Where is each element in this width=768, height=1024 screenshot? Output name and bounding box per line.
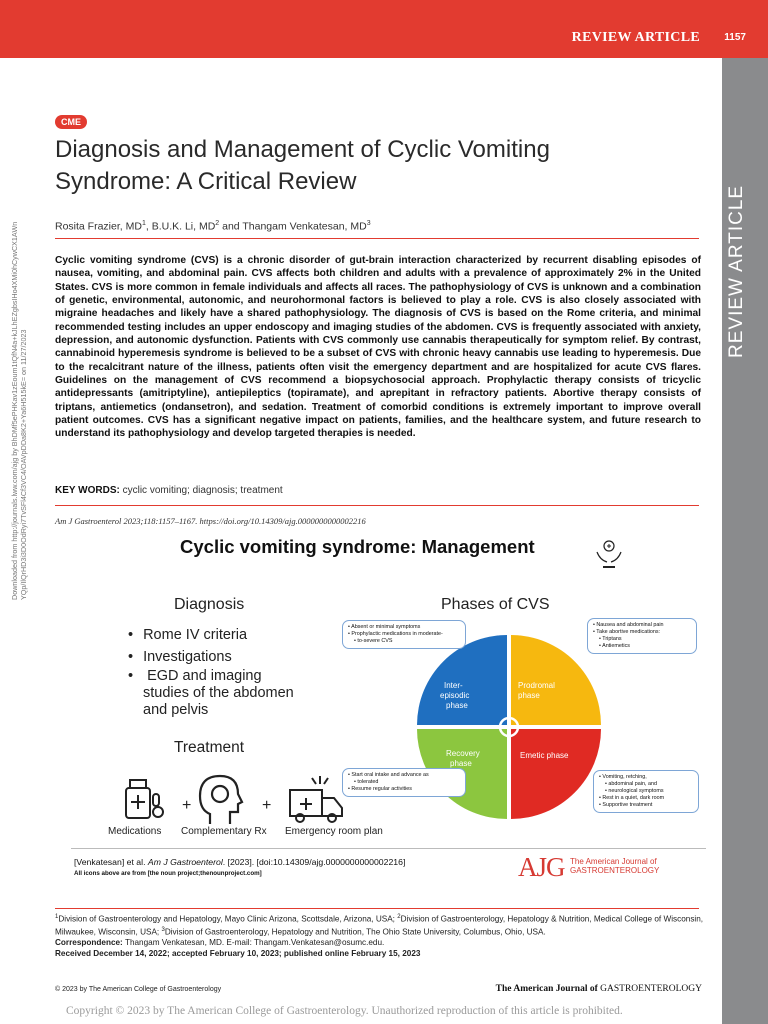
footer-journal-prefix: The American Journal of	[495, 984, 601, 994]
copyright-notice: Copyright © 2023 by The American College of Gastroenterology. Unauthorized reproduction of this article is prohibited.	[66, 1005, 623, 1017]
ajg-line: The American Journal of	[570, 857, 657, 866]
affiliation-number: 1	[55, 914, 59, 920]
cme-badge: CME	[55, 115, 87, 129]
download-note	[10, 222, 28, 600]
section-label: REVIEW ARTICLE	[571, 30, 700, 45]
phase-label: Inter-	[444, 681, 463, 690]
list-item: • Rest in a quiet, dark room	[599, 795, 693, 802]
footer-journal	[496, 984, 702, 994]
hands-heart-icon	[594, 536, 624, 570]
phases-heading: Phases of CVS	[441, 596, 550, 613]
medications-icon	[126, 780, 163, 818]
list-item: • Resume regular activities	[348, 786, 460, 793]
author-affiliation: 2	[215, 220, 220, 227]
list-item: • Rome IV criteria	[128, 624, 294, 646]
list-item: • tolerated	[348, 779, 460, 786]
citation-suffix: . [2023]. [doi:10.14309/ajg.0000000000002216]	[222, 857, 406, 867]
page-number: 1157	[724, 32, 746, 43]
author-affiliation: 3	[366, 220, 371, 227]
list-item: • Nausea and abdominal pain	[593, 622, 691, 629]
abstract: Cyclic vomiting syndrome (CVS) is a chronic disorder of gut-brain interaction characterized by recurrent disabling episodes of nausea, vomiting, and abdominal pain. CVS affects both children and adults with a prevalence of approximately 2% in the United States. CVS is more common in female individuals and affects all races. The pathophysiology of CVS is unknown and a combination of genetic, environmental, autonomic, and neurohormonal factors is believed to play a role. CVS is also closely associated with migraine headaches and likely have a shared pathophysiology. The diagnosis of CVS is based on the Rome criteria, and minimal recommended testing includes an upper endoscopy and imaging studies of the abdomen. CVS is frequently associated with anxiety, depression, and autonomic dysfunction. Patients with CVS commonly use cannabis therapeutically for symptom relief. By contrast, cannabinoid hyperemesis syndrome is believed to be a subset of CVS with chronic heavy cannabis use leading to hyperemesis. Due to the recalcitrant nature of the illness, patients often visit the emergency department and are hospitalized for acute CVS flares. Guidelines on the management of CVS recommend a biopsychosocial approach. Prophylactic therapy consists of tricyclic antidepressants (amitriptyline), antiepileptics (topiramate), and aprepitant in refractory patients. Abortive therapy consists of triptans, antiemetics (ondansetron), and sedation. Treatment of comorbid conditions is extremely important to improve overall patient outcomes. CVS has a significant negative impact on patients, families, and the healthcare system, and future research to understand its pathophysiology and develop targeted therapies is needed.	[55, 255, 701, 440]
keywords	[55, 485, 283, 496]
list-item: • Supportive treatment	[599, 802, 693, 809]
list-item: • Prophylactic medications in moderate-	[348, 631, 460, 638]
emetic-note	[593, 770, 699, 813]
article-title: Diagnosis and Management of Cyclic Vomiting Syndrome: A Critical Review	[55, 136, 550, 195]
author-list: Rosita Frazier, $MD^1$, B.U.K. Li, $MD^2$ and Thangam Venkatesan, $MD^3$	[55, 220, 371, 233]
diagnosis-list	[128, 624, 294, 719]
phase-label: Recovery	[446, 749, 480, 758]
author-affiliation: 1	[141, 220, 146, 227]
phase-label: Prodromal	[518, 681, 555, 690]
footer-journal-name: GASTROENTEROLOGY	[600, 984, 702, 994]
affiliation: Division of Gastroenterology, Hepatology and Nutrition, The Ohio State University, Columbus, Ohio, USA.	[164, 927, 546, 937]
list-item: • Triptans	[593, 636, 691, 643]
list-item: • Absent or minimal symptoms	[348, 624, 460, 631]
citation-prefix: [Venkatesan] et al.	[74, 857, 148, 867]
ajg-line: GASTROENTEROLOGY	[570, 866, 660, 875]
received-dates: Received December 14, 2022; accepted February 10, 2023; published online February 15, 2023	[55, 949, 421, 959]
phase-label: episodic	[440, 691, 470, 700]
download-note-line2: YQp/IlQrHD3i3D0OdRyi7TvSFl4Cf3VC4/OAVpDDa8K2+Ya6H515kE= on 11/27/2023	[19, 329, 28, 600]
treatment-heading: Treatment	[174, 739, 245, 756]
list-item-line: and pelvis	[143, 702, 209, 718]
list-item: • Vomiting, retching,	[599, 774, 693, 781]
divider	[55, 908, 699, 909]
correspondence[interactable]: Thangam Venkatesan, MD. E-mail: Thangam.Venkatesan@osumc.edu.	[124, 938, 385, 948]
divider	[55, 238, 699, 239]
head-brain-icon	[200, 776, 242, 824]
figure-citation	[74, 857, 405, 867]
affiliation-number: 2	[397, 914, 401, 920]
cycle-arrows-icon	[500, 718, 518, 736]
phase-label: phase	[518, 691, 540, 700]
keywords-text: cyclic vomiting; diagnosis; treatment	[122, 485, 283, 496]
ambulance-icon	[290, 776, 342, 822]
ajg-journal-name	[570, 857, 659, 875]
affiliation: Division of Gastroenterology, Hepatology & Nutrition, Medical College of Wisconsin, Milwaukee, Wisconsin, USA;	[55, 914, 704, 937]
affiliations	[55, 912, 705, 959]
svg-text:+: +	[182, 797, 192, 814]
side-banner-label: REVIEW ARTICLE	[726, 184, 747, 358]
author-name: Rosita Frazier, MD	[55, 220, 142, 233]
list-item: • abdominal pain, and	[599, 781, 693, 788]
citation-journal: Am J Gastroenterol	[147, 857, 223, 867]
icons-credit: All icons above are from [the noun project;thenounproject.com]	[74, 870, 262, 877]
interepisodic-note	[342, 620, 466, 649]
divider	[71, 848, 706, 849]
list-item-line: EGD and imaging	[147, 668, 262, 684]
svg-text:+: +	[262, 797, 272, 814]
phase-label: Emetic phase	[520, 751, 569, 760]
list-item	[128, 668, 294, 719]
author-name: B.U.K. Li, MD	[151, 220, 216, 233]
author-name: Thangam Venkatesan, MD	[242, 220, 367, 233]
list-item-line: studies of the abdomen	[143, 685, 294, 701]
complementary-label: Complementary Rx	[181, 826, 267, 837]
correspondence-label: Correspondence:	[55, 938, 123, 948]
prodromal-note	[587, 618, 697, 654]
keywords-label: KEY WORDS:	[55, 485, 120, 496]
affiliation-number: 3	[161, 926, 165, 933]
divider	[55, 505, 699, 506]
side-banner	[722, 58, 768, 1024]
header-bar	[0, 0, 768, 58]
graphical-abstract	[66, 530, 716, 895]
list-item: • Start oral intake and advance as	[348, 772, 460, 779]
article-citation[interactable]: Am J Gastroenterol 2023;118:1157–1167. https://doi.org/10.14309/ajg.0000000000002216	[55, 516, 366, 526]
list-item: • Antiemetics	[593, 643, 691, 650]
recovery-note	[342, 768, 466, 797]
emetic-segment	[511, 729, 601, 819]
affiliation: Division of Gastroenterology and Hepatology, Mayo Clinic Arizona, Scottsdale, Arizona, USA;	[58, 914, 395, 924]
list-item: • neurological symptoms	[599, 788, 693, 795]
list-item: • to-severe CVS	[348, 638, 460, 645]
list-item: • Take abortive medications:	[593, 629, 691, 636]
list-item: • Investigations	[128, 646, 294, 668]
figure-title: Cyclic vomiting syndrome: Management	[180, 536, 535, 557]
diagnosis-heading: Diagnosis	[174, 596, 245, 613]
footer-copyright: © 2023 by The American College of Gastroenterology	[55, 986, 222, 993]
phase-label: phase	[450, 759, 472, 768]
medications-label: Medications	[108, 826, 162, 837]
ajg-logo: AJG	[518, 852, 565, 882]
emergency-plan-label: Emergency room plan	[285, 826, 383, 837]
download-note-line1: Downloaded from http://journals.lww.com/ajg by BhDMf5ePHKav1zEoum1tQfN4a+kJLhEZgbsIHo4XMi0hCywCX1AWn	[10, 221, 19, 600]
phase-label: phase	[446, 701, 468, 710]
